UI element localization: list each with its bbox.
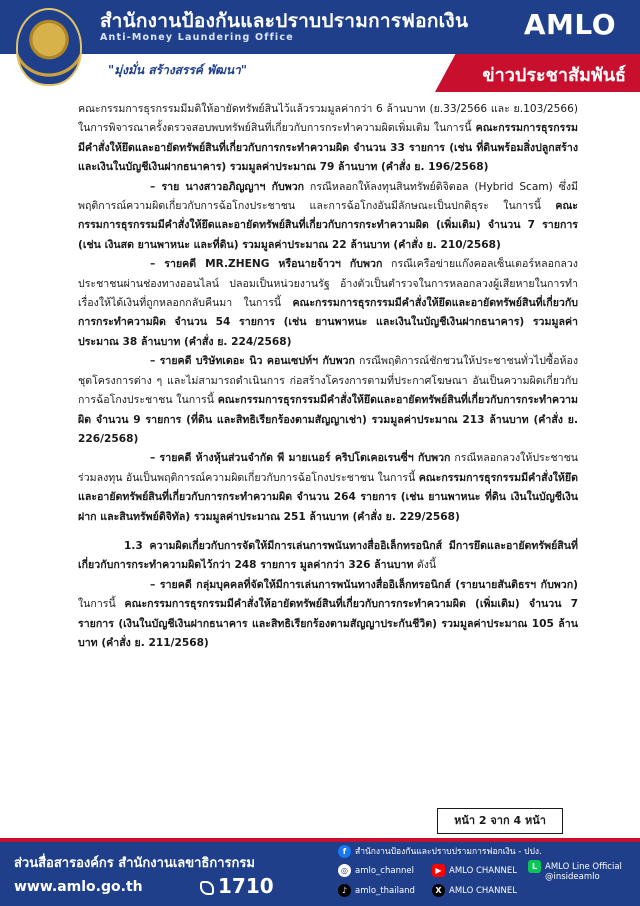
case-heading: – รายคดี ห้างหุ้นส่วนจำกัด พี มายเนอร์ คริปโตเคอเรนซี่ฯ กับพวก [150,452,451,465]
case-heading: – รายคดี กลุ่มบุคคลที่จัดให้มีการเล่นการพนันทางสื่ออิเล็กทรอนิกส์ (รายนายสันติธรฯ กับพวก) [150,578,578,591]
paragraph-text: ในการนี้ [78,598,125,611]
x-icon: X [432,884,445,897]
paragraph-5 [78,449,578,527]
org-name-english: Anti-Money Laundering Office [100,32,294,43]
hotline-number: 1710 [218,874,274,898]
brand-wordmark: AMLO [523,8,616,41]
line-id[interactable]: @insideamlo [545,872,600,882]
youtube-link[interactable] [432,864,517,877]
paragraph-emphasis: คณะกรรมการธุรกรรมมีคำสั่งให้อายัดทรัพย์สินที่เกี่ยวกับการกระทำความผิด (เพิ่มเติม) จำนวน 7 รายการ (เงินในบัญชีเงินฝากธนาคาร และสิทธิเรียกร้องตามสัญญาประกันชีวิต) รวมมูลค่าประมาณ 105 ล้านบาท (คำสั่ง ย. 211/2568) [78,598,579,649]
paragraph-text: กรณีหลอกลวงให้ประชาชนร่วมลงทุน อันเป็นพฤติการณ์ความผิดเกี่ยวกับการฉ้อโกงประชาชน ในการนี้ [78,452,579,484]
paragraph-1 [78,100,578,178]
x-link[interactable] [432,884,517,897]
instagram-label: amlo_channel [355,866,414,876]
youtube-label: AMLO CHANNEL [449,866,517,876]
page-indicator: หน้า 2 จาก 4 หน้า [437,808,563,834]
paragraph-emphasis: คณะกรรมการธุรกรรมมีคำสั่งให้ยึดและอายัดทรัพย์สินที่เกี่ยวกับการกระทำความผิด จำนวน 54 รายการ (เช่น ยานพาหนะ และเงินในบัญชีเงินฝากธนาคาร) รวมมูลค่าประมาณ 38 ล้านบาท (คำสั่ง ย. 224/2568) [78,297,578,348]
line-icon: L [528,860,541,873]
paragraph-emphasis: คณะกรรมการธุรกรรมมีคำสั่งให้ยึดและอายัดทรัพย์สินที่เกี่ยวกับการกระทำความผิด จำนวน 9 รายการ (ที่ดิน และสิทธิเรียกร้องตามสัญญาเช่า) รวมมูลค่าประมาณ 213 ล้านบาท (คำสั่ง ย. 226/2568) [78,394,578,445]
line-label: AMLO Line Official [545,862,622,872]
paragraph-emphasis: คณะกรรมการธุรกรรมมีคำสั่งให้ยึดและอายัดทรัพย์สินที่เกี่ยวกับการกระทำความผิด จำนวน 33 รายการ (เช่น ที่ดินพร้อมสิ่งปลูกสร้าง และเงินในบัญชีเงินฝากธนาคาร) รวมมูลค่าประมาณ 79 ล้านบาท (คำสั่ง ย. 196/2568) [78,122,578,174]
phone-icon [200,881,214,895]
tiktok-label: amlo_thailand [355,886,415,896]
page-footer [0,838,640,906]
org-name-thai: สำนักงานป้องกันและปราบปรามการฟอกเงิน [100,10,469,32]
paragraph-emphasis: คณะกรรมการธุรกรรมมีคำสั่งให้ยึดและอายัดทรัพย์สินที่เกี่ยวกับการกระทำความผิด (เพิ่มเติม) จำนวน 7 รายการ (เช่น เงินสด ยานพาหนะ และที่ดิน) รวมมูลค่าประมาณ 22 ล้านบาท (คำสั่ง ย. 210/2568) [78,200,578,251]
case-heading: – ราย นางสาวอภิญญาฯ กับพวก [150,180,305,193]
tiktok-link[interactable] [338,884,415,897]
paragraph-text: กรณีพฤติการณ์ชักชวนให้ประชาชนทั่วไปซื้อห้องชุดโครงการต่าง ๆ และไม่สามารถดำเนินการ ก่อสร้างโครงการตามที่ประกาศโฆษณา อันเป็นความผิดเกี่ยวกับการฉ้อโกงประชาชน ในการนี้ [78,355,578,407]
x-label: AMLO CHANNEL [449,886,517,896]
paragraph-4 [78,352,578,449]
website-link[interactable]: www.amlo.go.th [14,879,143,895]
facebook-label: สำนักงานป้องกันและปราบปรามการฟอกเงิน - ปปง. [355,847,542,857]
slogan: "มุ่งมั่น สร้างสรรค์ พัฒนา" [108,63,248,77]
document-body [78,100,578,653]
paragraph-text: ดังนี้ [413,559,437,572]
paragraph-2 [78,178,578,256]
youtube-icon: ▶ [432,864,445,877]
paragraph-text: กรณีเครือข่ายแก๊งคอลเซ็นเตอร์หลอกลวงประชาชนผ่านช่องทางออนไลน์ ปลอมเป็นหน่วยงานรัฐ อ้างตัวเป็นตำรวจในการหลอกลวงผู้เสียหายในการทำเรื่องให้ได้เงินที่ถูกหลอกกลับคืนมา ในการนี้ [78,258,578,310]
tiktok-icon: ♪ [338,884,351,897]
paragraph-text: กรณีหลอกให้ลงทุนสินทรัพย์ดิจิตอล (Hybrid Scam) ซึ่งมีพฤติการณ์ความผิดเกี่ยวกับการฉ้อโกงประชาชน และการฉ้อโกงอันมีลักษณะเป็นปกติธุระ ในการนี้ [78,180,578,213]
case-heading: – รายคดี MR.ZHENG หรือนายจ้าวฯ กับพวก [150,258,383,271]
amlo-seal-logo [16,8,82,86]
facebook-link[interactable] [338,844,542,858]
paragraph-3 [78,255,578,352]
paragraph-7 [78,576,578,654]
footer-title: ส่วนสื่อสารองค์กร สำนักงานเลขาธิการกรม [14,856,255,871]
instagram-link[interactable] [338,864,414,877]
hotline [200,874,274,898]
paragraph-6 [78,537,578,576]
case-heading: – รายคดี บริษัทเดอะ นิว คอนเซปท์ฯ กับพวก [150,355,355,368]
footer-ribbon [0,838,640,842]
paragraph-emphasis: คณะกรรมการธุรกรรมมีคำสั่งให้ยึดและอายัดทรัพย์สินที่เกี่ยวกับการกระทำความผิด จำนวน 264 รายการ (เช่น ยานพาหนะ ที่ดิน เงินในบัญชีเงินฝาก และสินทรัพย์ดิจิทัล) รวมมูลค่าประมาณ 251 ล้านบาท (คำสั่ง ย. 229/2568) [78,471,578,523]
instagram-icon: ◎ [338,864,351,877]
facebook-icon: f [338,845,351,858]
paragraph-text: คณะกรรมการธุรกรรมมีมติให้อายัดทรัพย์สินไว้แล้วรวมมูลค่ากว่า 6 ล้านบาท (ย.33/2566 และ ย.103/2566) ในการพิจารณาครั้งตรวจสอบพบทรัพย์สินที่เกี่ยวกับการกระทำความผิดเพิ่มเติม ในการนี้ [78,103,578,135]
section-heading: 1.3 ความผิดเกี่ยวกับการจัดให้มีการเล่นการพนันทางสื่ออิเล็กทรอนิกส์ มีการยึดและอายัดทรัพย์สินที่เกี่ยวกับการกระทำความผิดไว้กว่า 248 รายการ มูลค่ากว่า 326 ล้านบาท [78,539,578,572]
page-header [0,0,640,92]
section-title: ข่าวประชาสัมพันธ์ [482,65,626,86]
